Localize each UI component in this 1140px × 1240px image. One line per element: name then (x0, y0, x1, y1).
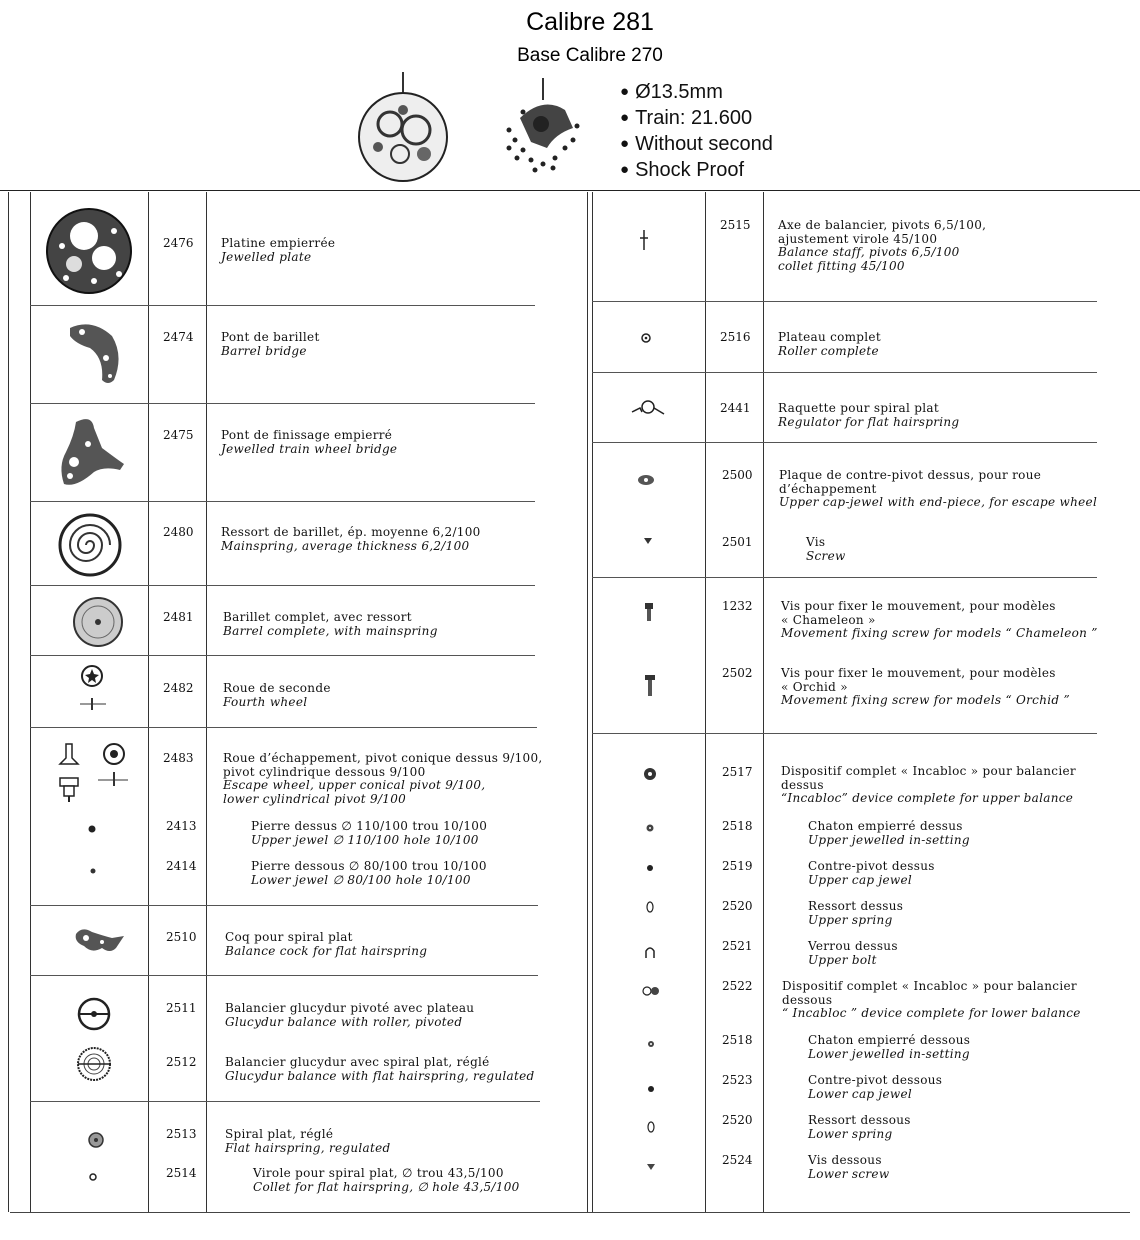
part-number: 2475 (163, 428, 194, 442)
row-rule (30, 975, 538, 976)
description-french: Plaque de contre-pivot dessus, pour roue (779, 468, 1042, 482)
description-french: Raquette pour spiral plat (778, 401, 939, 415)
description-english: Glucydur balance with flat hairspring, regulated (225, 1068, 535, 1083)
description-english: Flat hairspring, regulated (225, 1140, 391, 1155)
part-image-roller (640, 332, 652, 344)
part-image-incabloc-lower (641, 984, 661, 998)
part-number: 1232 (722, 599, 753, 613)
right-text-column-rule (763, 192, 764, 1212)
description-english: Balance staff, pivots 6,5/100 (778, 245, 960, 259)
part-image-fixing-screw-orchid (644, 674, 656, 698)
description-french: Dispositif complet « Incabloc » pour balancier (782, 979, 1077, 993)
description-english: Fourth wheel (223, 694, 308, 709)
movement-train-side-image (495, 78, 585, 178)
row-rule (592, 577, 1097, 578)
description-french-line2: dessus (781, 777, 824, 792)
part-description (225, 1056, 535, 1083)
page-title: Calibre 281 (526, 8, 654, 36)
part-number: 2515 (720, 218, 751, 232)
part-number: 2519 (722, 859, 753, 873)
description-french: Chaton empierré dessous (808, 1033, 971, 1047)
description-french: Plateau complet (778, 330, 881, 344)
part-number: 2520 (722, 899, 753, 913)
part-image-lower-spring (646, 1120, 656, 1134)
description-english: Jewelled plate (221, 249, 312, 264)
part-description (808, 1114, 911, 1141)
part-number: 2518 (722, 819, 753, 833)
description-english: Upper cap-jewel with end-piece, for escape wheel (779, 495, 1098, 509)
description-english: Movement fixing screw for models “ Chameleon ” (781, 626, 1098, 640)
center-table-divider-2 (592, 192, 593, 1212)
part-number: 2520 (722, 1113, 753, 1127)
description-french-line2: d’échappement (779, 481, 877, 496)
part-image-barrel-complete (70, 596, 126, 648)
description-english: Lower jewel ∅ 80/100 hole 10/100 (251, 872, 471, 887)
description-english: Upper bolt (808, 952, 877, 967)
part-image-glucydur-balance (74, 996, 114, 1032)
description-english: Upper jewelled in-setting (808, 832, 970, 847)
part-description (251, 860, 487, 887)
part-description (808, 1074, 942, 1101)
description-english: Collet for flat hairspring, ∅ hole 43,5/100 (253, 1179, 520, 1194)
description-english-line2: collet fitting 45/100 (778, 258, 905, 273)
part-description (251, 820, 487, 847)
description-english: Movement fixing screw for models “ Orchid ” (781, 693, 1070, 707)
part-description (781, 600, 1098, 641)
page-subtitle: Base Calibre 270 (517, 45, 663, 66)
description-english: Roller complete (778, 343, 879, 358)
description-english: Lower screw (808, 1166, 890, 1181)
part-description (808, 1034, 970, 1061)
part-description (808, 900, 903, 927)
row-rule (30, 905, 538, 906)
spec-shock: ● Shock Proof (620, 158, 773, 184)
part-description (221, 331, 320, 358)
description-french: Pierre dessus ∅ 110/100 trou 10/100 (251, 819, 488, 833)
description-french: Vis pour fixer le mouvement, pour modèles (781, 666, 1056, 680)
part-description (808, 820, 970, 847)
description-french: Verrou dessus (808, 939, 898, 953)
part-number: 2514 (166, 1166, 197, 1180)
spec-train: ● Train: 21.600 (620, 106, 773, 132)
description-english: Barrel complete, with mainspring (223, 623, 438, 638)
row-rule (30, 655, 535, 656)
description-english: Lower spring (808, 1126, 893, 1141)
movement-dial-side-image (358, 72, 458, 184)
row-rule (592, 733, 1097, 734)
part-image-flat-hairspring (86, 1130, 106, 1150)
part-description (778, 402, 959, 429)
part-number: 2522 (722, 979, 753, 993)
row-rule (30, 1101, 540, 1102)
part-image-screw (643, 536, 653, 546)
part-description (779, 469, 1097, 510)
part-description (223, 752, 543, 806)
description-french: Pont de barillet (221, 330, 320, 344)
spec-seconds: ● Without second (620, 132, 773, 158)
description-french-line2: dessous (782, 992, 833, 1007)
row-rule (30, 305, 535, 306)
description-french: Dispositif complet « Incabloc » pour balancier (781, 764, 1076, 778)
description-french: Balancier glucydur pivoté avec plateau (225, 1001, 475, 1015)
description-french: Virole pour spiral plat, ∅ trou 43,5/100 (253, 1166, 504, 1180)
description-english: Upper cap jewel (808, 872, 913, 887)
part-description (225, 1002, 474, 1029)
part-image-fourth-wheel (78, 664, 108, 714)
part-description (781, 765, 1076, 806)
description-french-line2: ajustement virole 45/100 (778, 231, 938, 246)
description-english: Mainspring, average thickness 6,2/100 (221, 538, 470, 553)
part-number: 2502 (722, 666, 753, 680)
right-number-column-rule (705, 192, 706, 1212)
row-rule (30, 727, 537, 728)
part-number: 2516 (720, 330, 751, 344)
part-description (225, 1128, 391, 1155)
description-french: Roue de seconde (223, 681, 331, 695)
description-english: Glucydur balance with roller, pivoted (225, 1014, 463, 1029)
part-number: 2524 (722, 1153, 753, 1167)
description-french-line2: « Orchid » (781, 679, 848, 694)
part-description (778, 219, 986, 273)
part-description (806, 536, 846, 563)
part-image-train-wheel-bridge (54, 414, 126, 492)
part-description (221, 429, 397, 456)
description-english: Regulator for flat hairspring (778, 414, 960, 429)
part-image-regulator (630, 398, 666, 418)
specs-list (620, 80, 773, 184)
part-image-collet (88, 1172, 98, 1182)
part-number: 2413 (166, 819, 197, 833)
part-description (223, 682, 331, 709)
row-rule (592, 301, 1097, 302)
part-image-mainspring (56, 512, 124, 578)
part-description (221, 237, 335, 264)
part-image-lower-jewelled-setting (646, 1039, 656, 1049)
part-description (253, 1167, 520, 1194)
description-english: Upper spring (808, 912, 893, 927)
part-number: 2512 (166, 1055, 197, 1069)
description-french: Vis pour fixer le mouvement, pour modèles (781, 599, 1056, 613)
description-french: Barillet complet, avec ressort (223, 610, 412, 624)
part-description (808, 1154, 889, 1181)
part-description (223, 611, 438, 638)
description-french-line2: « Chameleon » (781, 612, 876, 627)
row-rule (30, 403, 535, 404)
part-image-balance-staff (638, 230, 650, 250)
description-french: Contre-pivot dessus (808, 859, 935, 873)
part-image-incabloc-upper (643, 767, 657, 781)
part-image-fixing-screw-chameleon (644, 602, 654, 622)
part-number: 2521 (722, 939, 753, 953)
part-image-jewelled-plate (44, 206, 134, 296)
part-image-lower-jewel (88, 866, 98, 876)
left-image-column-rule (30, 192, 31, 1212)
part-image-upper-jewel (86, 823, 98, 835)
description-french: Axe de balancier, pivots 6,5/100, (778, 218, 987, 232)
part-image-lower-screw (646, 1162, 656, 1172)
part-number: 2414 (166, 859, 197, 873)
part-image-upper-bolt (644, 945, 656, 959)
row-rule (592, 372, 1097, 373)
row-rule (30, 501, 535, 502)
part-number: 2474 (163, 330, 194, 344)
left-text-column-rule (206, 192, 207, 1212)
left-number-column-rule (148, 192, 149, 1212)
part-number: 2500 (722, 468, 753, 482)
part-number: 2518 (722, 1033, 753, 1047)
part-image-upper-cap-jewel (646, 864, 654, 872)
part-image-upper-spring (645, 900, 655, 914)
table-bottom-rule (10, 1212, 1130, 1213)
description-french: Roue d’échappement, pivot conique dessus 9/100, (223, 751, 543, 765)
description-english: Lower cap jewel (808, 1086, 913, 1101)
description-french: Vis dessous (808, 1153, 882, 1167)
description-english: Jewelled train wheel bridge (221, 441, 398, 456)
description-french: Chaton empierré dessus (808, 819, 963, 833)
description-french: Vis (806, 535, 826, 549)
part-description (808, 860, 935, 887)
part-image-barrel-bridge (62, 318, 126, 388)
part-number: 2523 (722, 1073, 753, 1087)
part-description (781, 667, 1070, 708)
center-table-divider (587, 192, 588, 1212)
description-french: Ressort dessus (808, 899, 904, 913)
description-french: Ressort de barillet, ép. moyenne 6,2/100 (221, 525, 481, 539)
table-top-rule (0, 190, 1140, 191)
description-english: Escape wheel, upper conical pivot 9/100, (223, 778, 486, 792)
left-table-border (8, 192, 9, 1212)
part-number: 2517 (722, 765, 753, 779)
part-number: 2441 (720, 401, 751, 415)
description-french: Pierre dessous ∅ 80/100 trou 10/100 (251, 859, 487, 873)
description-english: Upper jewel ∅ 110/100 hole 10/100 (251, 832, 479, 847)
part-number: 2481 (163, 610, 194, 624)
description-french: Spiral plat, réglé (225, 1127, 334, 1141)
part-number: 2501 (722, 535, 753, 549)
part-image-balance-hairspring (74, 1044, 114, 1084)
description-english: “ Incabloc ” device complete for lower balance (782, 1006, 1081, 1020)
spec-diameter: ● Ø13.5mm (620, 80, 773, 106)
part-number: 2476 (163, 236, 194, 250)
description-french: Balancier glucydur avec spiral plat, réglé (225, 1055, 490, 1069)
description-english: Balance cock for flat hairspring (225, 943, 428, 958)
description-english: “Incabloc” device complete for upper balance (781, 791, 1074, 805)
part-number: 2480 (163, 525, 194, 539)
part-number: 2483 (163, 751, 194, 765)
description-english-line2: lower cylindrical pivot 9/100 (223, 791, 407, 806)
part-image-lower-cap-jewel (647, 1085, 655, 1093)
description-french: Pont de finissage empierré (221, 428, 393, 442)
description-french: Coq pour spiral plat (225, 930, 353, 944)
description-english: Screw (806, 548, 846, 563)
part-image-balance-cock (72, 924, 126, 960)
part-number: 2510 (166, 930, 197, 944)
description-french: Ressort dessous (808, 1113, 911, 1127)
part-image-escape-wheel (56, 740, 136, 804)
part-number: 2513 (166, 1127, 197, 1141)
row-rule (592, 442, 1097, 443)
part-number: 2511 (166, 1001, 197, 1015)
part-description (221, 526, 481, 553)
description-french: Contre-pivot dessous (808, 1073, 943, 1087)
description-english: Lower jewelled in-setting (808, 1046, 970, 1061)
part-description (782, 980, 1081, 1021)
part-number: 2482 (163, 681, 194, 695)
part-description (778, 331, 881, 358)
description-french: Platine empierrée (221, 236, 336, 250)
part-description (225, 931, 427, 958)
description-french-line2: pivot cylindrique dessous 9/100 (223, 764, 426, 779)
description-english: Barrel bridge (221, 343, 307, 358)
part-image-upper-jewelled-setting (645, 823, 655, 833)
part-image-cap-jewel-plate (636, 473, 656, 487)
row-rule (30, 585, 535, 586)
part-description (808, 940, 898, 967)
